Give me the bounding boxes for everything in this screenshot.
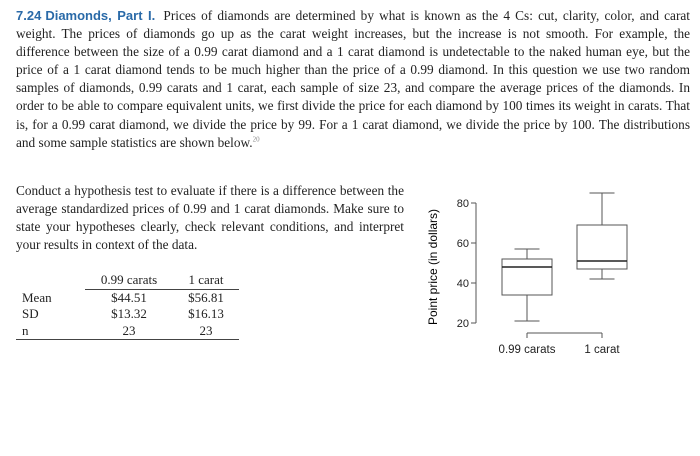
- sample-statistics-table: [16, 272, 239, 340]
- table-cell: $13.32: [111, 306, 147, 322]
- y-axis-label: Point price (in dollars): [426, 208, 440, 326]
- boxplots: [502, 193, 627, 321]
- y-tick-label-80: 80: [456, 198, 469, 210]
- boxplot-1-carat: [577, 193, 627, 279]
- price-boxplot-chart: [414, 175, 646, 365]
- exercise-title: Diamonds, Part I.: [45, 8, 156, 23]
- exercise-number: 7.24: [16, 8, 42, 23]
- x-axis-labels: [499, 333, 621, 356]
- table-row: [16, 323, 239, 340]
- exercise-intro: [16, 7, 690, 152]
- table-cell: SD: [22, 306, 39, 322]
- footnote-marker: 20: [252, 135, 260, 144]
- exercise-question: Conduct a hypothesis test to evaluate if there is a difference between the average standardized prices of 0.99 and 1 carat diamonds. Make sure to state your hypotheses clearly, check relevant conditions, and interpret your results in context of the data.: [16, 183, 404, 253]
- table-row: [16, 306, 239, 323]
- table-cell: Mean: [22, 289, 52, 305]
- exercise-intro-text: Prices of diamonds are determined by what is known as the 4 Cs: cut, clarity, color, and carat weight. The prices of diamonds go up as the carat weight increases, but the increase is not smooth. For example, the difference between the size of a 0.99 carat diamond and a 1 carat diamond is undetectable to the naked human eye, but the price of a 1 carat diamond tends to be much higher than the price of a 0.99 diamond. In this question we use two random samples of diamonds, 0.99 carats and 1 carat, each sample of size 23, and compare the average prices of the diamonds. In order to be able to compare equivalent units, we first divide the price for each diamond by 100 times its weight in carats. That is, for a 0.99 carat diamond, we divide the price by 99. For a 1 carat diamond, we divide the price by 100. The distributions and some sample statistics are shown below.: [16, 8, 690, 150]
- table-cell: 23: [173, 323, 239, 340]
- boxplot-099-carats: [502, 249, 552, 321]
- table-cell: 23: [85, 323, 173, 340]
- table-cell: $56.81: [188, 289, 224, 305]
- y-tick-label-60: 60: [456, 238, 469, 250]
- x-tick-label-1-carat: 1 carat: [584, 344, 620, 356]
- table-header-blank: [16, 272, 85, 289]
- iqr-box: [502, 259, 552, 295]
- table-row: [16, 289, 239, 306]
- table-header-099-carats: 0.99 carats: [85, 272, 173, 289]
- iqr-box: [577, 225, 627, 269]
- y-tick-label-20: 20: [456, 318, 469, 330]
- table-header-row: [16, 272, 239, 289]
- table-cell: $44.51: [111, 289, 147, 305]
- table-header-1-carat: 1 carat: [173, 272, 239, 289]
- table-cell: n: [16, 323, 85, 340]
- y-tick-label-40: 40: [456, 278, 469, 290]
- x-tick-label-099-carats: 0.99 carats: [498, 344, 556, 356]
- y-axis: [457, 198, 476, 330]
- table-cell: $16.13: [188, 306, 224, 322]
